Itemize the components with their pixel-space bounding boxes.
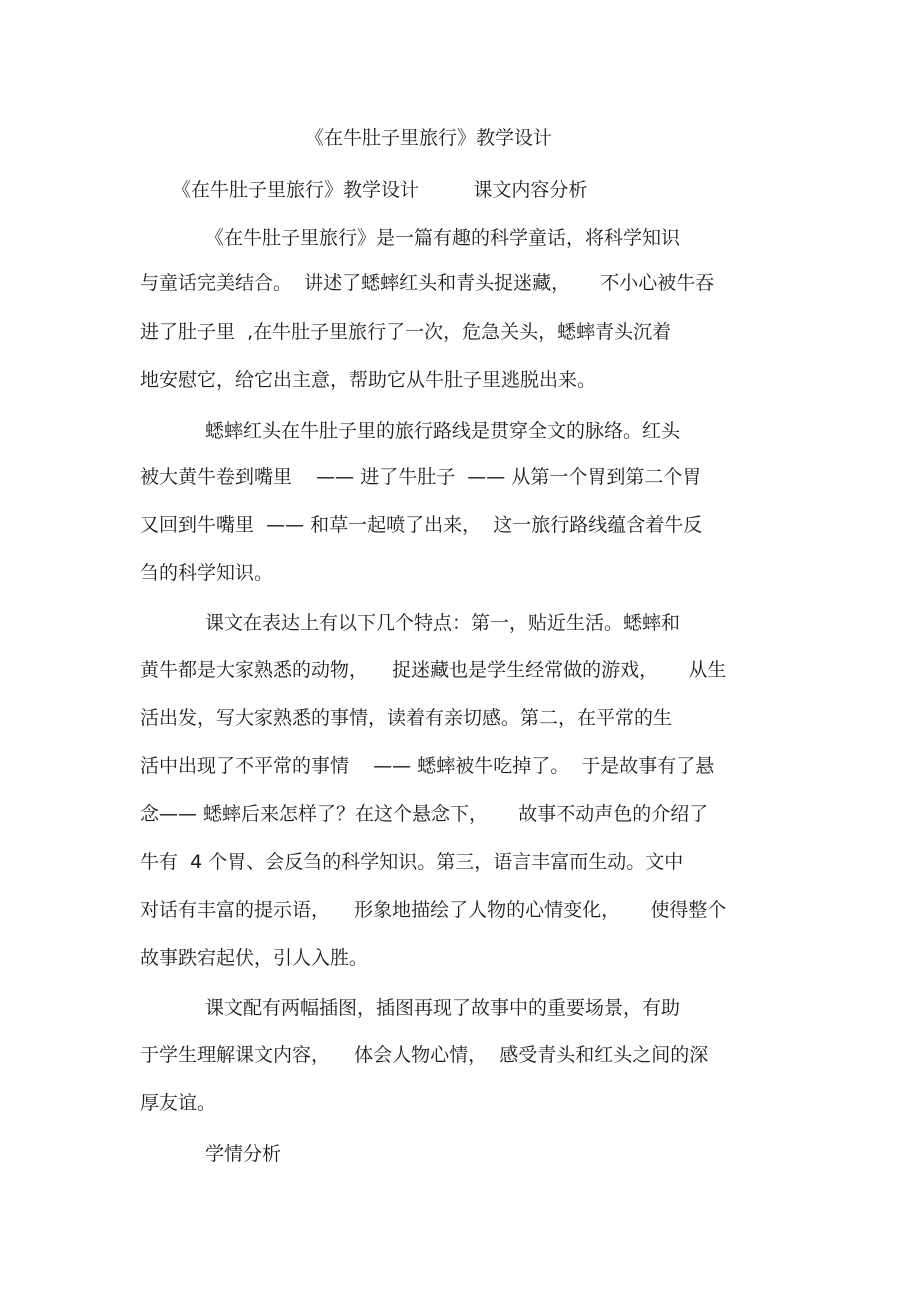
- paragraph-line: 又回到牛嘴里 —— 和草一起喷了出来， 这一旅行路线蕴含着牛反: [140, 514, 703, 536]
- paragraph-line: 对话有丰富的提示语， 形象地描绘了人物的心情变化， 使得整个: [140, 899, 727, 921]
- document-title: 《在牛肚子里旅行》教学设计: [305, 127, 553, 149]
- paragraph-line: 蟋蟀红头在牛肚子里的旅行路线是贯穿全文的脉络。红头: [205, 420, 681, 442]
- paragraph-line: 课文在表达上有以下几个特点：第一，贴近生活。蟋蟀和: [205, 612, 681, 634]
- document-subtitle: 《在牛肚子里旅行》教学设计 课文内容分析: [172, 179, 588, 201]
- paragraph-line: 被大黄牛卷到嘴里 —— 进了牛肚子 —— 从第一个胃到第二个胃: [140, 466, 702, 488]
- paragraph-line: 《在牛肚子里旅行》是一篇有趣的科学童话，将科学知识: [205, 227, 681, 249]
- paragraph-line: 课文配有两幅插图，插图再现了故事中的重要场景，有助: [205, 997, 681, 1019]
- paragraph-line: 活出发，写大家熟悉的事情，读着有亲切感。第二，在平常的生: [140, 707, 673, 729]
- section-heading: 学情分析: [205, 1143, 282, 1165]
- paragraph-line: 念—— 蟋蟀后来怎样了？在这个悬念下， 故事不动声色的介绍了: [140, 803, 709, 825]
- paragraph-line: 进了肚子里 ,在牛肚子里旅行了一次，危急关头，蟋蟀青头沉着: [140, 321, 672, 343]
- paragraph-line: 活中出现了不平常的事情 —— 蟋蟀被牛吃掉了。 于是故事有了悬: [140, 755, 715, 777]
- paragraph-line: 地安慰它，给它出主意，帮助它从牛肚子里逃脱出来。: [140, 369, 597, 391]
- paragraph-line: 故事跌宕起伏，引人入胜。: [140, 947, 369, 969]
- paragraph-line: 于学生理解课文内容， 体会人物心情， 感受青头和红头之间的深: [140, 1044, 709, 1066]
- paragraph-line: 与童话完美结合。 讲述了蟋蟀红头和青头捉迷藏， 不小心被牛吞: [140, 272, 715, 294]
- paragraph-line: 刍的科学知识。: [140, 562, 274, 584]
- paragraph-line: 牛有 4 个胃、会反刍的科学知识。第三，语言丰富而生动。文中: [140, 851, 684, 873]
- paragraph-line: 黄牛都是大家熟悉的动物， 捉迷藏也是学生经常做的游戏， 从生: [140, 659, 727, 681]
- paragraph-line: 厚友谊。: [140, 1092, 217, 1114]
